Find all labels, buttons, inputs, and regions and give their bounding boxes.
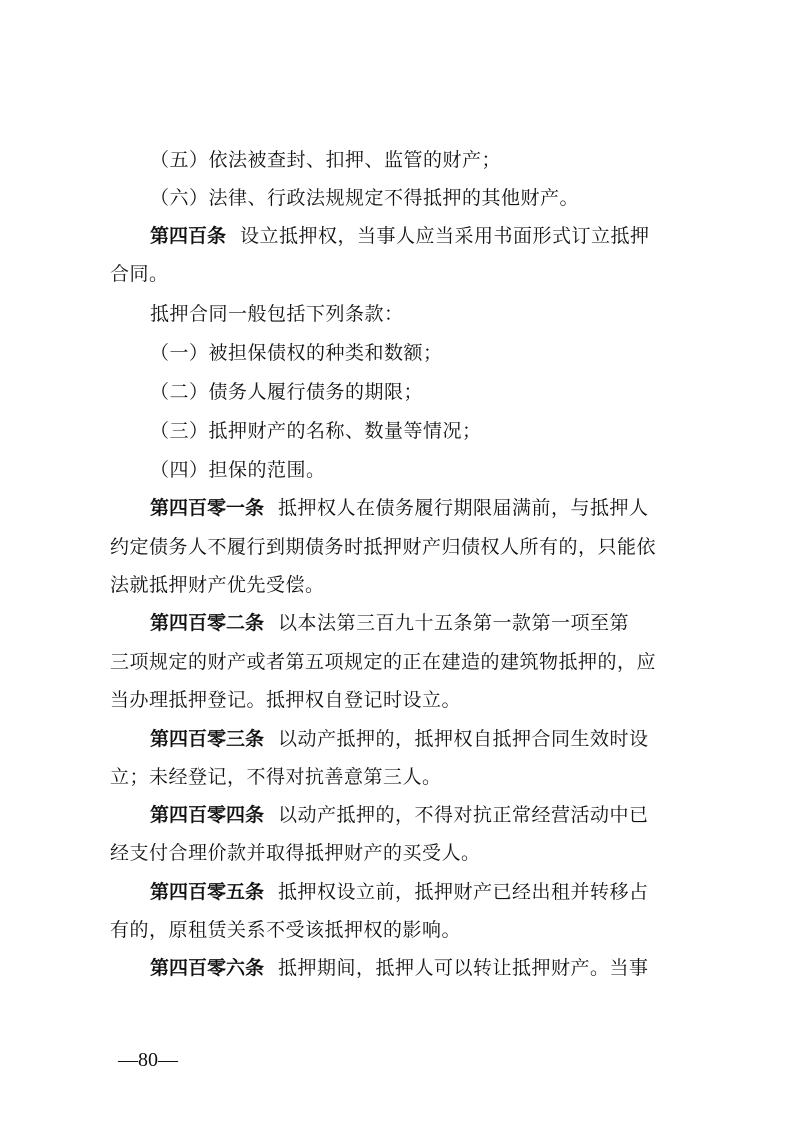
text-line: 立；未经登记，不得对抗善意第三人。 xyxy=(110,766,442,788)
text-line: 合同。 xyxy=(110,263,169,285)
text-line: 抵押合同一般包括下列条款： xyxy=(150,303,404,325)
article-title: 第四百零六条 xyxy=(150,957,265,979)
article-text: 以动产抵押的，抵押权自抵押合同生效时设 xyxy=(278,728,649,750)
text-line: （五）依法被查封、扣押、监管的财产； xyxy=(150,149,502,171)
article-403 xyxy=(150,727,695,751)
text-line: 约定债务人不履行到期债务时抵押财产归债权人所有的，只能依 xyxy=(110,536,657,558)
article-405 xyxy=(150,880,695,904)
text-line: （六）法律、行政法规规定不得抵押的其他财产。 xyxy=(150,187,580,209)
text-line: 三项规定的财产或者第五项规定的正在建造的建筑物抵押的，应 xyxy=(110,651,657,673)
article-404 xyxy=(150,803,695,827)
text-line: 法就抵押财产优先受偿。 xyxy=(110,574,325,596)
article-text: 以动产抵押的，不得对抗正常经营活动中已 xyxy=(278,804,649,826)
article-401 xyxy=(150,496,695,520)
article-text: 抵押期间，抵押人可以转让抵押财产。当事 xyxy=(278,957,649,979)
article-title: 第四百零四条 xyxy=(150,804,265,826)
text-line: （四）担保的范围。 xyxy=(150,459,326,481)
text-line: （二）债务人履行债务的期限； xyxy=(150,381,424,403)
article-title: 第四百零五条 xyxy=(150,881,265,903)
text-line: 有的，原租赁关系不受该抵押权的影响。 xyxy=(110,919,462,941)
text-line: 当办理抵押登记。抵押权自登记时设立。 xyxy=(110,689,462,711)
article-text: 设立抵押权，当事人应当采用书面形式订立抵押 xyxy=(240,225,650,247)
article-400 xyxy=(150,224,695,248)
article-text: 抵押权人在债务履行期限届满前，与抵押人 xyxy=(278,497,649,519)
article-text: 以本法第三百九十五条第一款第一项至第 xyxy=(278,612,630,634)
article-text: 抵押权设立前，抵押财产已经出租并转移占 xyxy=(278,881,649,903)
article-402 xyxy=(150,611,695,635)
text-line: （三）抵押财产的名称、数量等情况； xyxy=(150,420,482,442)
page-number: —80— xyxy=(118,1049,178,1071)
text-line: （一）被担保债权的种类和数额； xyxy=(150,342,443,364)
article-title: 第四百条 xyxy=(150,225,227,247)
article-title: 第四百零一条 xyxy=(150,497,265,519)
article-title: 第四百零二条 xyxy=(150,612,265,634)
article-title: 第四百零三条 xyxy=(150,728,265,750)
article-406 xyxy=(150,956,695,980)
text-line: 经支付合理价款并取得抵押财产的买受人。 xyxy=(110,842,481,864)
